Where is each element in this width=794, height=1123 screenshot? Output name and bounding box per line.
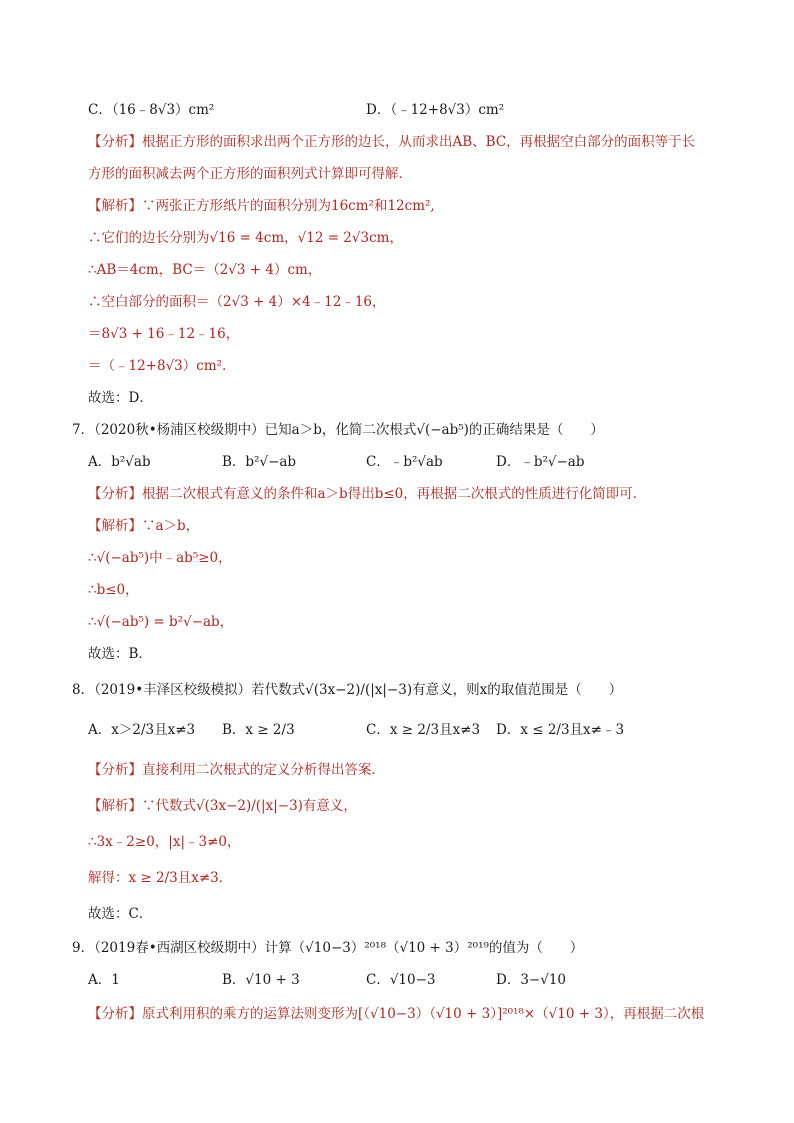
q8-stem: 8．（2019•丰泽区校级模拟）若代数式√(3x−2)/(|x|−3)有意义，则x的取值范围是（ ） xyxy=(72,682,623,698)
q8-solution-line-3: 解得：x ≥ 2/3且x≠3． xyxy=(88,870,233,886)
solution-tag: 【解析】 xyxy=(88,798,142,814)
q7-option-c: C．﹣b²√ab xyxy=(366,454,443,470)
q6-answer: 故选：D． xyxy=(88,390,153,406)
q8-answer: 故选：C． xyxy=(88,906,153,922)
q9-option-b: B．√10 + 3 xyxy=(222,972,300,988)
solution-tag: 【解析】 xyxy=(88,198,142,214)
q7-solution-line-3: ∴b≤0， xyxy=(88,582,139,598)
q8-option-d: D．x ≤ 2/3且x≠﹣3 xyxy=(496,722,625,738)
q7-option-b: B．b²√−ab xyxy=(222,454,297,470)
q6-solution-line-3: ∴AB＝4cm，BC＝（2√3 + 4）cm， xyxy=(88,262,322,278)
q7-stem: 7．（2020秋•杨浦区校级期中）已知a＞b，化简二次根式√(−ab⁵)的正确结果是（ ） xyxy=(72,422,604,438)
q9-option-a: A．1 xyxy=(88,972,120,988)
q7-option-a: A．b²√ab xyxy=(88,454,151,470)
q8-option-b: B．x ≥ 2/3 xyxy=(222,722,295,738)
q7-solution-line-4: ∴√(−ab⁵) = b²√−ab， xyxy=(88,614,234,630)
q6-solution-line-5: ＝8√3 + 16﹣12﹣16， xyxy=(88,326,240,342)
q6-solution-line-2: ∴它们的边长分别为√16 = 4cm，√12 = 2√3cm， xyxy=(88,230,403,246)
q6-solution-line-4: ∴空白部分的面积＝（2√3 + 4）×4﹣12﹣16， xyxy=(88,294,386,310)
solution-tag: 【解析】 xyxy=(88,518,142,534)
q6-option-c: C．（16﹣8√3）cm² xyxy=(88,102,215,118)
analysis-tag: 【分析】 xyxy=(88,762,142,778)
analysis-tag: 【分析】 xyxy=(88,134,142,150)
q8-solution-line-2: ∴3x﹣2≥0，|x|﹣3≠0， xyxy=(88,834,241,850)
q8-solution-line-1: 【解析】∵代数式√(3x−2)/(|x|−3)有意义， xyxy=(88,798,357,814)
q9-option-c: C．√10−3 xyxy=(366,972,436,988)
q6-option-d: D．（﹣12+8√3）cm² xyxy=(366,102,505,118)
q7-option-d: D．﹣b²√−ab xyxy=(496,454,585,470)
q8-option-a: A．x＞2/3且x≠3 xyxy=(88,722,196,738)
q7-solution-line-2: ∴√(−ab⁵)中﹣ab⁵≥0， xyxy=(88,550,232,566)
q6-solution-line-1: 【解析】∵两张正方形纸片的面积分别为16cm²和12cm², xyxy=(88,198,435,214)
q9-analysis: 【分析】原式利用积的乘方的运算法则变形为[（√10−3）（√10 + 3）]²⁰¹⁸×（√10 + 3），再根据二次根 xyxy=(88,1006,705,1022)
q6-analysis-line-2: 方形的面积减去两个正方形的面积列式计算即可得解． xyxy=(88,166,412,182)
analysis-tag: 【分析】 xyxy=(88,1006,142,1022)
q9-option-d: D．3−√10 xyxy=(496,972,567,988)
q8-analysis: 【分析】直接利用二次根式的定义分析得出答案． xyxy=(88,762,385,778)
q7-analysis: 【分析】根据二次根式有意义的条件和a＞b得出b≤0，再根据二次根式的性质进行化简即可． xyxy=(88,486,647,502)
q8-option-c: C．x ≥ 2/3且x≠3 xyxy=(366,722,481,738)
q7-solution-line-1: 【解析】∵a＞b， xyxy=(88,518,200,534)
q6-analysis-line-1: 【分析】根据正方形的面积求出两个正方形的边长，从而求出AB、BC，再根据空白部分的面积等于长 xyxy=(88,134,696,150)
q9-stem: 9．（2019春•西湖区校级期中）计算（√10−3）²⁰¹⁸（√10 + 3）²⁰¹⁹的值为（ ） xyxy=(72,940,584,956)
q6-solution-line-6: ＝（﹣12+8√3）cm². xyxy=(88,358,227,374)
q7-answer: 故选：B． xyxy=(88,646,152,662)
analysis-tag: 【分析】 xyxy=(88,486,142,502)
